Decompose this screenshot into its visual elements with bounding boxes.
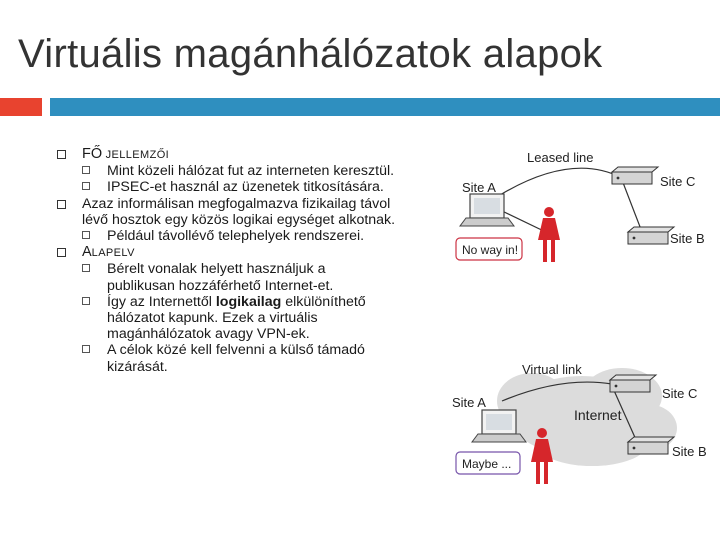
heading-rest: LAPELV — [91, 247, 135, 260]
sub-bullet-text: Mint közeli hálózat fut az interneten keresztül. — [107, 163, 395, 180]
sub-bullet-text: IPSEC-et használ az üzenetek titkosítására. — [107, 179, 384, 196]
square-bullet-icon — [82, 182, 90, 190]
heading-first-letter: A — [82, 244, 92, 261]
sub-bullet — [52, 163, 397, 179]
callout-text: No way in! — [462, 243, 519, 257]
text-run: elkülöníthető hálózatot kapunk. Ezek a virtuális magánhálózatok avagy VPN-ek. — [107, 293, 366, 343]
bullet-principle — [52, 244, 397, 261]
bullet-text: Azaz informálisan megfogalmazva fizikailag távol lévő hosztok egy közös logikai egységet alkotnak. — [82, 195, 396, 228]
site-a-label: Site A — [462, 180, 496, 195]
router-icon — [628, 437, 674, 454]
bold-text-run: logikailag — [215, 293, 282, 310]
heading-first-letter: F — [82, 146, 91, 162]
site-a-label: Site A — [452, 395, 486, 410]
site-b-label: Site B — [670, 231, 705, 246]
sub-bullet-text — [107, 294, 366, 342]
site-b-label: Site B — [672, 444, 707, 459]
site-c-label: Site C — [660, 174, 696, 189]
heading-rest: JELLEMZŐI — [102, 149, 170, 161]
square-bullet-icon — [57, 150, 66, 159]
slide-title: Virtuális magánhálózatok alapok — [18, 32, 603, 76]
heading-principle — [82, 244, 135, 260]
square-bullet-icon — [82, 345, 90, 353]
square-bullet-icon — [82, 231, 90, 239]
text-run: Így az Internettől — [107, 293, 216, 310]
bullet-list — [52, 146, 397, 375]
bullet-informal — [52, 196, 397, 228]
vpn-diagram — [452, 356, 717, 491]
router-icon — [610, 375, 656, 392]
callout-text: Maybe ... — [462, 457, 512, 471]
sub-bullet-text: Bérelt vonalak helyett használjuk a publikusan hozzáférhető Internet-et. — [107, 261, 334, 294]
heading-main-features — [82, 146, 169, 162]
sub-bullet-text: A célok közé kell felvenni a külső támadó kizárását. — [107, 342, 365, 375]
virtual-link-label: Virtual link — [522, 362, 582, 377]
accent-bar-blue — [50, 98, 720, 116]
leased-line-label: Leased line — [527, 150, 594, 165]
router-icon — [628, 227, 674, 244]
sub-bullet — [52, 294, 397, 343]
sub-bullet — [52, 228, 397, 244]
square-bullet-icon — [82, 166, 90, 174]
sub-bullet — [52, 342, 397, 374]
bullet-main-features — [52, 146, 397, 163]
square-bullet-icon — [82, 264, 90, 272]
leased-line-diagram — [452, 140, 717, 275]
site-c-label: Site C — [662, 386, 698, 401]
internet-label: Internet — [574, 407, 622, 423]
sub-bullet — [52, 179, 397, 195]
accent-bar-red — [0, 98, 42, 116]
square-bullet-icon — [82, 297, 90, 305]
square-bullet-icon — [57, 200, 66, 209]
square-bullet-icon — [57, 248, 66, 257]
router-icon — [612, 167, 658, 184]
sub-bullet — [52, 261, 397, 293]
heading-second-letter: Ő — [90, 146, 103, 162]
sub-bullet-text: Például távollévő telephelyek rendszerei. — [107, 228, 365, 245]
